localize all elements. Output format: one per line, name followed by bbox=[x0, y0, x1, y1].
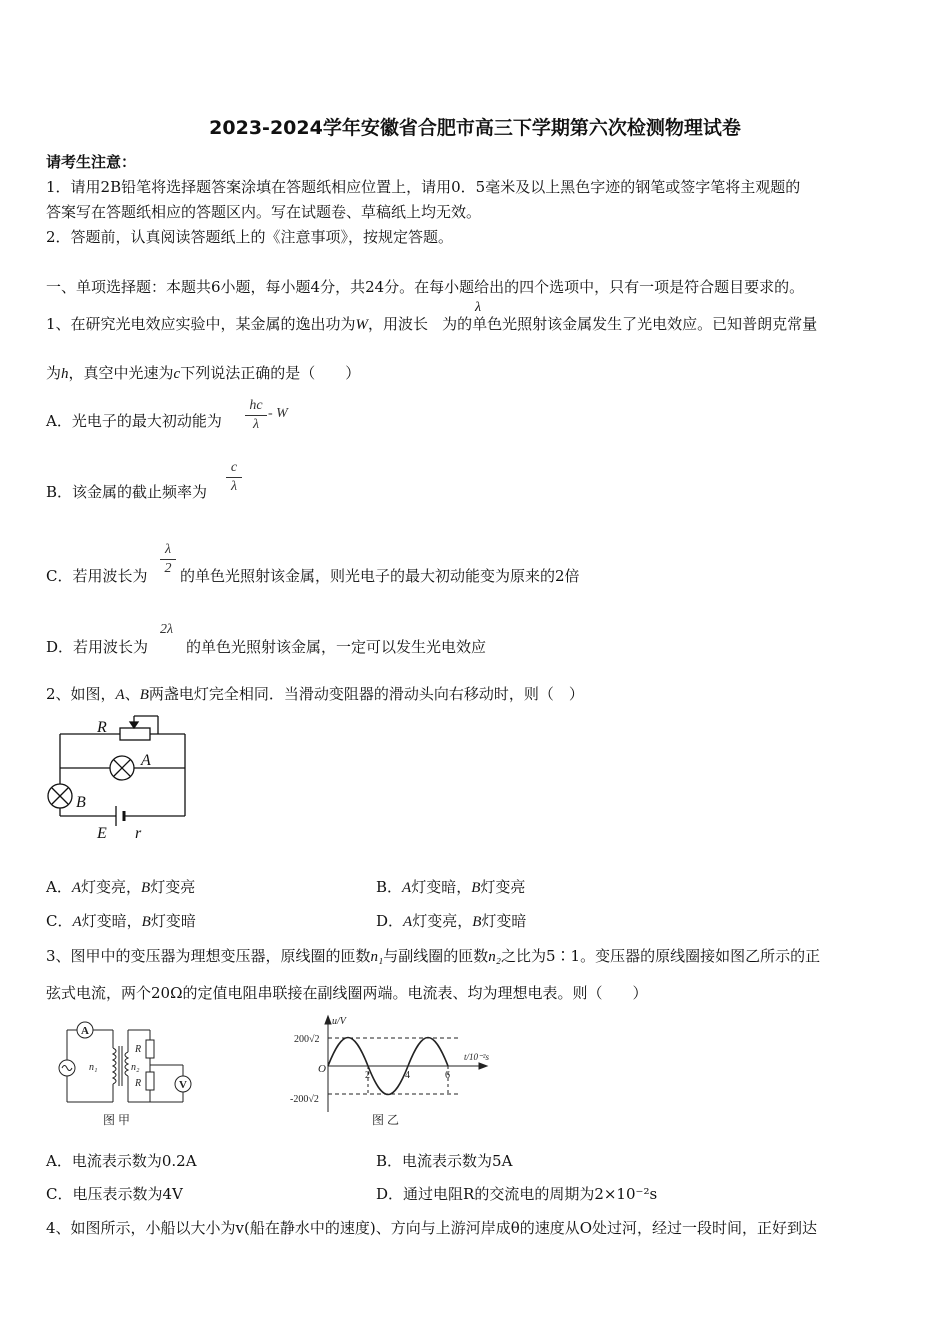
q1-option-d-prefix: D．若用波长为 bbox=[46, 638, 149, 656]
q3-fig1-voltmeter-label: V bbox=[179, 1079, 187, 1091]
q1-stem-line2: 为h，真空中光速为c下列说法正确的是（ ） bbox=[46, 364, 361, 382]
q2-option-b: B．A灯变暗，B灯变亮 bbox=[376, 878, 526, 896]
q3-stem-line1: 3、图甲中的变压器为理想变压器，原线圈的匝数n₁与副线圈的匝数n₂之比为5∶1。变压器的原线圈接如图乙所示的正 bbox=[46, 947, 821, 965]
q2-label-r: r bbox=[135, 825, 142, 842]
q1-option-c-text: 的单色光照射该金属，则光电子的最大初动能变为原来的2倍 bbox=[180, 567, 580, 585]
q1-stem-line1: 1、在研究光电效应实验中，某金属的逸出功为W，用波长 为的单色光照射该金属发生了光电效应。已知普朗克常量 bbox=[46, 315, 818, 333]
q3-fig1-n2-label: n₂ bbox=[131, 1062, 140, 1073]
q3-option-b: B．电流表示数为5A bbox=[376, 1152, 513, 1170]
q2-option-c: C．A灯变暗，B灯变暗 bbox=[46, 912, 196, 930]
q1-option-c-fraction: λ 2 bbox=[160, 542, 176, 577]
q2-stem: 2、如图，A、B两盏电灯完全相同．当滑动变阻器的滑动头向右移动时，则（ ） bbox=[46, 685, 584, 703]
q3-fig2-caption: 图 乙 bbox=[372, 1113, 400, 1127]
notice-line-2: 2．答题前，认真阅读答题纸上的《注意事项》，按规定答题。 bbox=[46, 228, 454, 246]
q3-fig1-caption: 图 甲 bbox=[103, 1113, 131, 1127]
q3-fig2-tick-4: 4 bbox=[405, 1070, 410, 1081]
q1-option-d-value: 2λ bbox=[160, 622, 174, 637]
q1-option-b: B．该金属的截止频率为 bbox=[46, 483, 208, 501]
q3-fig2-y-positive: 200√2 bbox=[294, 1034, 320, 1045]
q3-fig1-r2-label: R bbox=[135, 1078, 142, 1089]
notice-line-1b: 答案写在答题纸相应的答题区内。写在试题卷、草稿纸上均无效。 bbox=[46, 203, 482, 221]
q1-option-c-prefix: C．若用波长为 bbox=[46, 567, 148, 585]
q3-stem-line2: 弦式电流，两个20Ω的定值电阻串联接在副线圈两端。电流表、均为理想电表。则（ ） bbox=[46, 984, 648, 1002]
q3-fig2-tick-2: 2 bbox=[365, 1070, 370, 1081]
q2-option-d: D．A灯变亮，B灯变暗 bbox=[376, 912, 527, 930]
q3-fig2-y-negative: -200√2 bbox=[290, 1094, 319, 1105]
q2-label-A: A bbox=[141, 752, 151, 769]
q1-option-a-tail: - W bbox=[268, 406, 288, 421]
section-heading: 一、单项选择题：本题共6小题，每小题4分，共24分。在每小题给出的四个选项中，只有一项是符合题目要求的。 bbox=[46, 278, 805, 296]
q4-stem: 4、如图所示，小船以大小为v(船在静水中的速度)、方向与上游河岸成θ的速度从O处过河，经过一段时间，正好到达 bbox=[46, 1219, 818, 1237]
notice-heading: 请考生注意： bbox=[46, 153, 137, 171]
q1-lambda-symbol: λ bbox=[475, 300, 482, 315]
q3-fig1-r1-label: R bbox=[135, 1044, 142, 1055]
q3-fig2-origin: O bbox=[318, 1063, 326, 1075]
q2-label-B: B bbox=[76, 794, 86, 811]
q3-fig2-x-axis-label: t/10⁻²s bbox=[464, 1052, 489, 1062]
q1-option-b-fraction: c λ bbox=[226, 460, 242, 495]
q3-figure-transformer bbox=[55, 1018, 205, 1132]
q3-option-a: A．电流表示数为0.2A bbox=[46, 1152, 197, 1170]
q2-circuit-diagram bbox=[40, 712, 200, 844]
page-title: 2023-2024学年安徽省合肥市高三下学期第六次检测物理试卷 bbox=[209, 117, 741, 139]
q3-fig2-y-axis-label: u/V bbox=[332, 1016, 346, 1027]
q3-figure-sine-wave bbox=[288, 1012, 513, 1132]
q3-option-c: C．电压表示数为4V bbox=[46, 1185, 183, 1203]
notice-line-1: 1．请用2B铅笔将选择题答案涂填在答题纸相应位置上，请用0．5毫米及以上黑色字迹的钢笔或签字笔将主观题的 bbox=[46, 178, 801, 196]
q1-option-d-text: 的单色光照射该金属，一定可以发生光电效应 bbox=[186, 638, 487, 656]
q1-option-a: A．光电子的最大初动能为 bbox=[46, 412, 222, 430]
q1-option-a-fraction: hc λ bbox=[245, 398, 267, 433]
q3-fig2-tick-6: 6 bbox=[445, 1070, 450, 1081]
q3-fig1-n1-label: n₁ bbox=[89, 1062, 98, 1073]
q3-fig1-ammeter-label: A bbox=[81, 1025, 89, 1037]
q2-option-a: A．A灯变亮，B灯变亮 bbox=[46, 878, 196, 896]
q2-label-R: R bbox=[97, 719, 107, 736]
q3-option-d: D．通过电阻R的交流电的周期为2×10⁻²s bbox=[376, 1185, 658, 1203]
q2-label-E: E bbox=[97, 825, 107, 842]
